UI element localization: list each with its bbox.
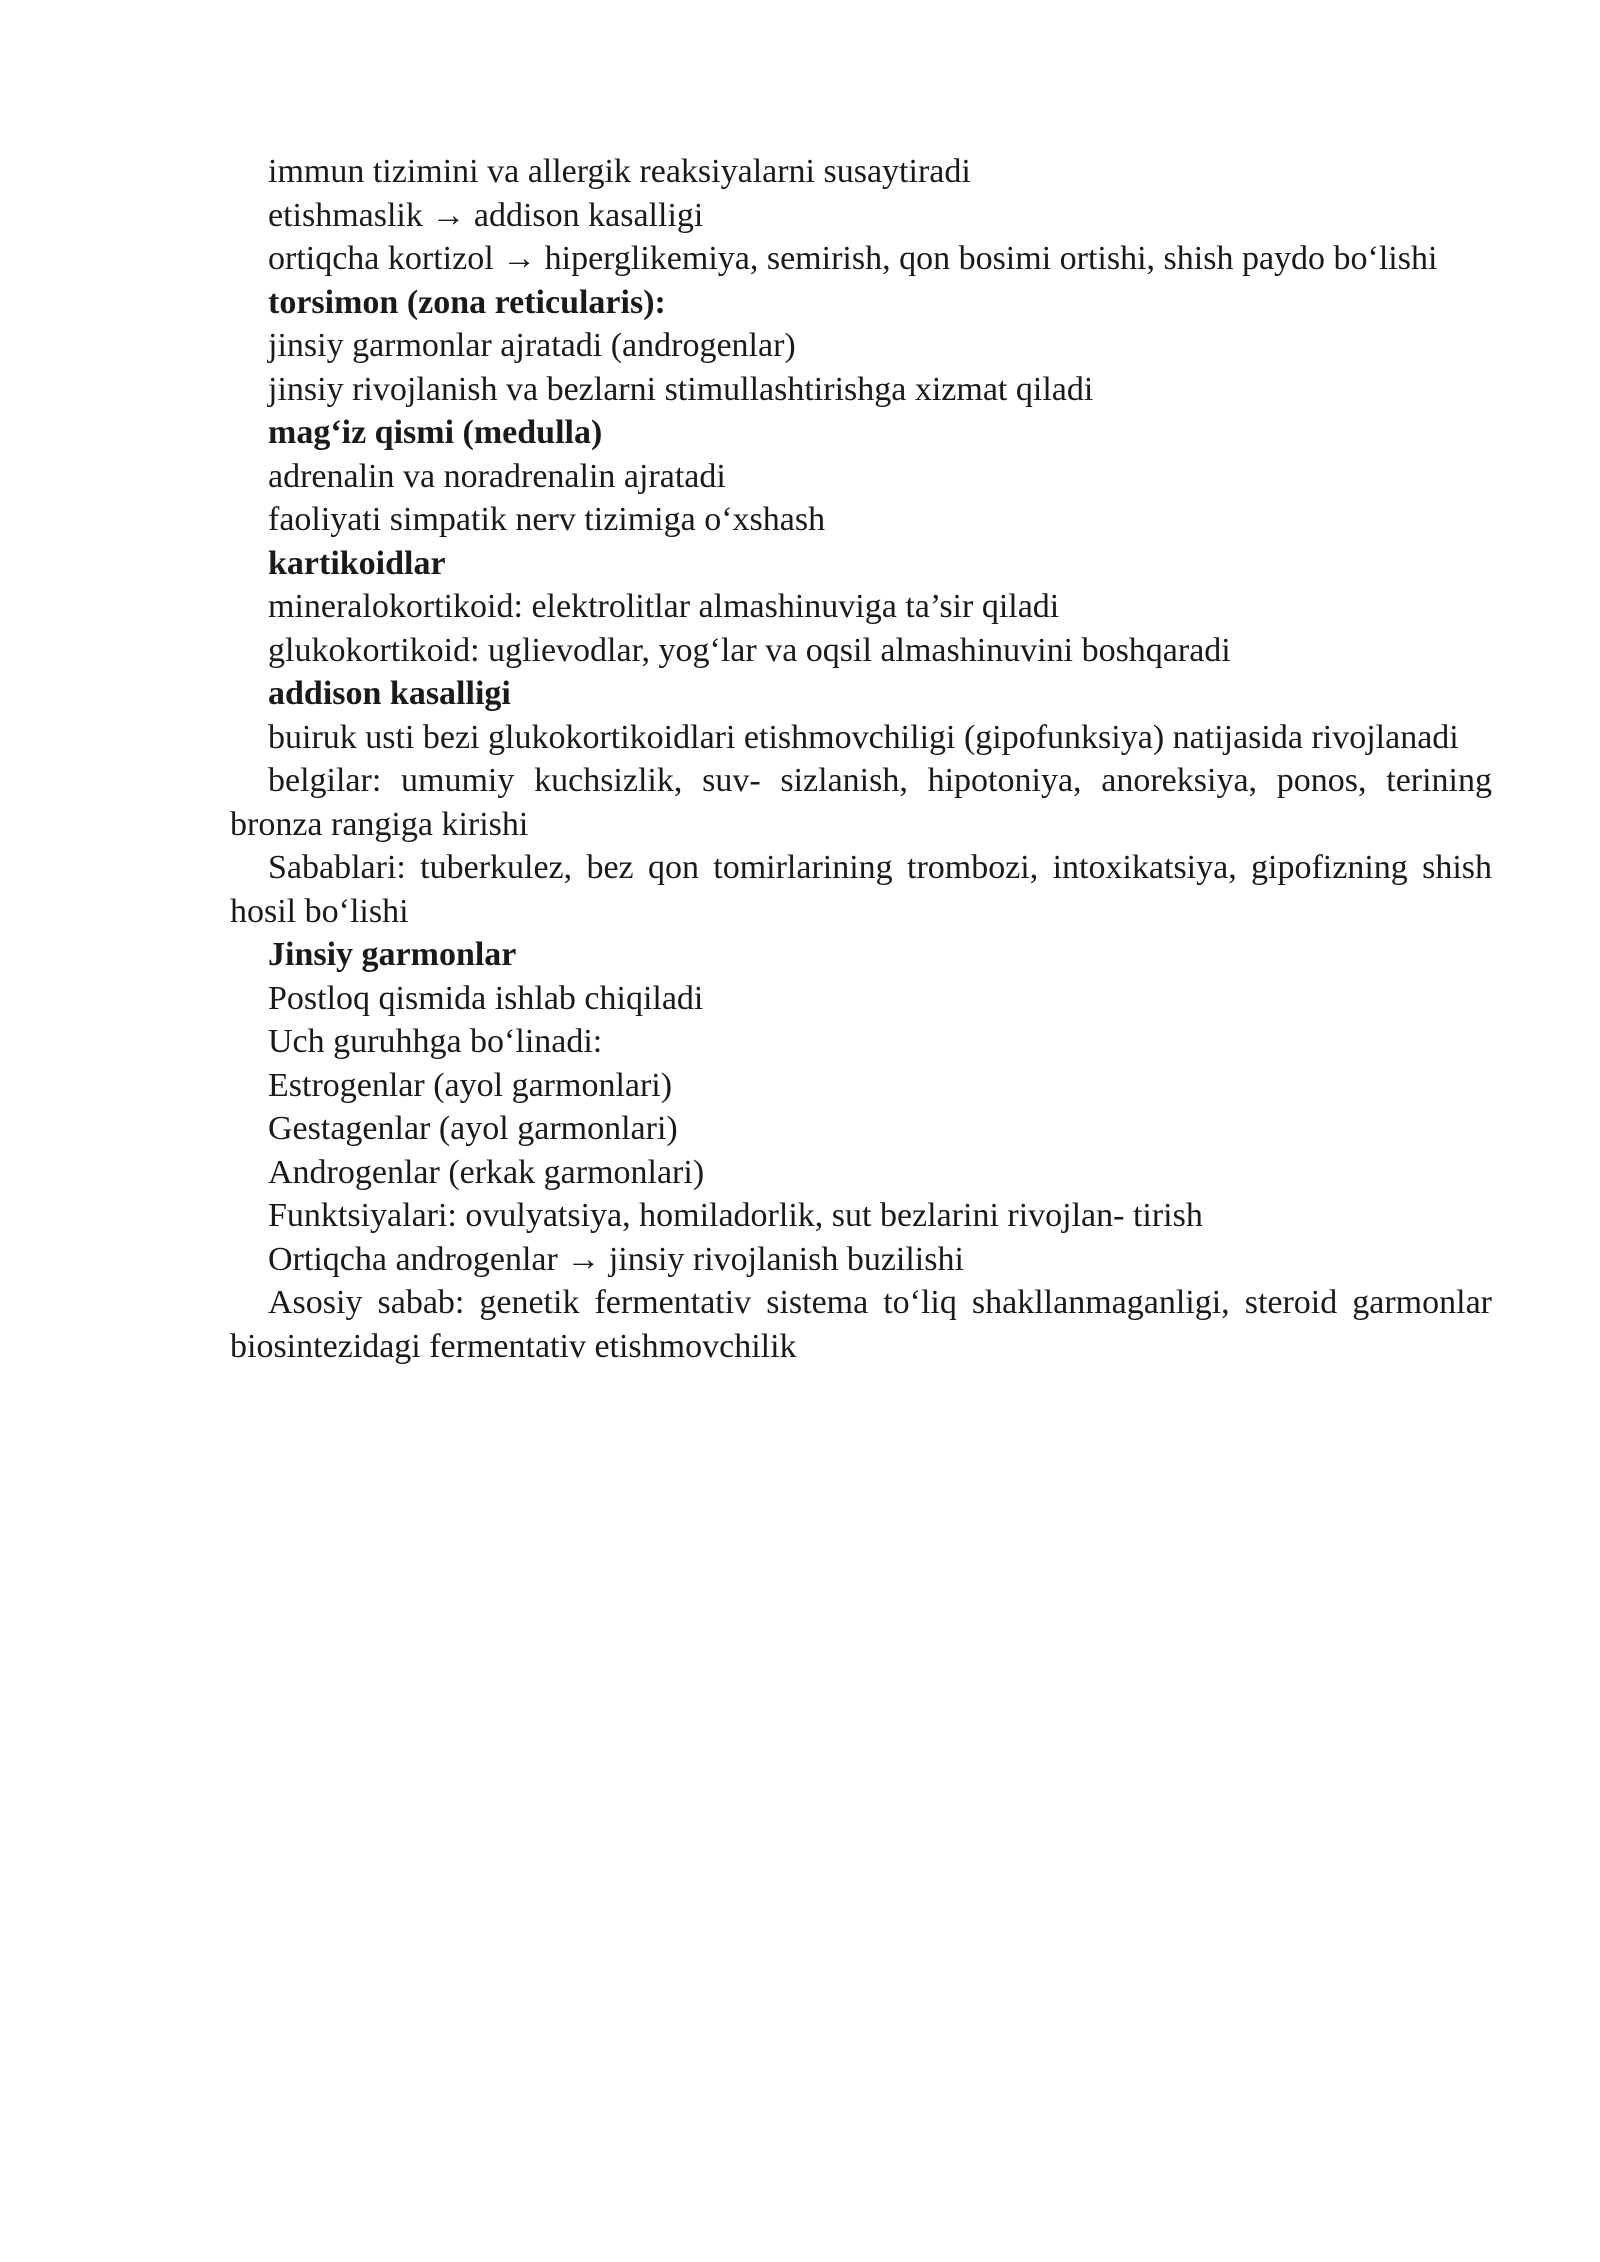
paragraph: jinsiy garmonlar ajratadi (androgenlar) (268, 327, 796, 364)
paragraph: etishmaslik → addison kasalligi (268, 196, 704, 234)
paragraph: Asosiy sabab: genetik fermentativ sistema to‘liq shakllanmaganligi, steroid garmonlar biosintezidagi fermentativ etishmovchilik (230, 1284, 1492, 1365)
paragraph: glukokortikoid: uglievodlar, yog‘lar va oqsil almashinuvini boshqaradi (268, 631, 1231, 669)
paragraph: Ortiqcha androgenlar → jinsiy rivojlanish buzilishi (268, 1240, 964, 1278)
paragraph: ortiqcha kortizol → hiperglikemiya, semirish, qon bosimi ortishi, shish paydo bo‘lishi (268, 240, 1438, 277)
section-heading: Jinsiy garmonlar (268, 936, 517, 973)
paragraph: immun tizimini va allergik reaksiyalarni susaytiradi (268, 153, 971, 190)
paragraph: jinsiy rivojlanish va bezlarni stimullashtirishga xizmat qiladi (268, 370, 1094, 408)
paragraph: Postloq qismida ishlab chiqiladi (268, 979, 704, 1017)
paragraph: Estrogenlar (ayol garmonlari) (268, 1066, 673, 1104)
document-page (230, 150, 1492, 1368)
paragraph: mineralokortikoid: elektrolitlar almashinuviga ta’sir qiladi (268, 588, 1060, 625)
paragraph: buiruk usti bezi glukokortikoidlari etishmovchiligi (gipofunksiya) natijasida rivojlanadi (268, 718, 1459, 756)
paragraph: Androgenlar (erkak garmonlari) (268, 1153, 705, 1191)
paragraph: belgilar: umumiy kuchsizlik, suv- sizlanish, hipotoniya, anoreksiya, ponos, terining bronza rangiga kirishi (230, 762, 1492, 843)
paragraph: Sabablari: tuberkulez, bez qon tomirlarining trombozi, intoxikatsiya, gipofizning shish hosil bo‘lishi (230, 849, 1492, 930)
paragraph: Uch guruhhga bo‘linadi: (268, 1023, 603, 1060)
paragraph: faoliyati simpatik nerv tizimiga o‘xshash (268, 501, 826, 538)
section-heading: addison kasalligi (268, 675, 511, 712)
paragraph: adrenalin va noradrenalin ajratadi (268, 457, 726, 495)
section-heading: kartikoidlar (268, 544, 446, 582)
paragraph: Funktsiyalari: ovulyatsiya, homiladorlik, sut bezlarini rivojlan- tirish (268, 1197, 1203, 1234)
section-heading: mag‘iz qismi (medulla) (268, 414, 603, 451)
section-heading: torsimon (zona reticularis): (268, 283, 666, 321)
paragraph: Gestagenlar (ayol garmonlari) (268, 1110, 678, 1147)
